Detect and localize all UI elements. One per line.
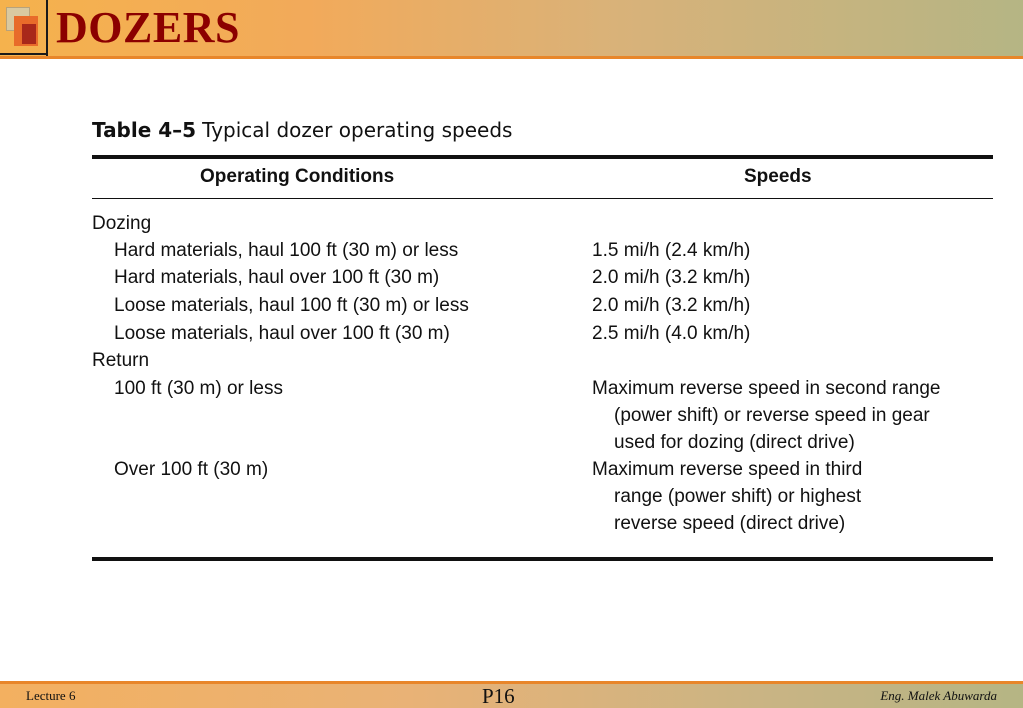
table-top-rule: [92, 155, 993, 159]
speed-cell-continued: used for dozing (direct drive): [614, 432, 855, 453]
condition-cell: 100 ft (30 m) or less: [114, 378, 283, 399]
slide-title: DOZERS: [56, 3, 240, 52]
speed-cell-continued: reverse speed (direct drive): [614, 513, 846, 534]
condition-cell: Over 100 ft (30 m): [114, 459, 269, 480]
footer-page-number: P16: [482, 684, 515, 708]
footer-lecture: Lecture 6: [26, 688, 76, 703]
speed-cell: Maximum reverse speed in third: [592, 459, 863, 480]
speed-cell: 2.0 mi/h (3.2 km/h): [592, 267, 751, 288]
condition-cell: Hard materials, haul 100 ft (30 m) or less: [114, 240, 459, 261]
title-divider: [0, 56, 1023, 59]
table-bottom-rule: [92, 557, 993, 561]
slide-logo-icon: [0, 0, 50, 56]
table-caption-text: Typical dozer operating speeds: [202, 118, 513, 142]
header-speeds: Speeds: [744, 166, 812, 187]
speed-cell: 2.5 mi/h (4.0 km/h): [592, 323, 751, 344]
table-number: Table 4–5: [92, 118, 197, 142]
speed-cell: 2.0 mi/h (3.2 km/h): [592, 295, 751, 316]
condition-cell: Loose materials, haul 100 ft (30 m) or less: [114, 295, 469, 316]
condition-cell: Hard materials, haul over 100 ft (30 m): [114, 267, 440, 288]
speed-cell: 1.5 mi/h (2.4 km/h): [592, 240, 751, 261]
group-label-dozing: Dozing: [92, 213, 152, 234]
speed-cell: Maximum reverse speed in second range: [592, 378, 941, 399]
header-operating-conditions: Operating Conditions: [200, 166, 395, 187]
speed-cell-continued: range (power shift) or highest: [614, 486, 862, 507]
condition-cell: Loose materials, haul over 100 ft (30 m): [114, 323, 450, 344]
speed-cell-continued: (power shift) or reverse speed in gear: [614, 405, 930, 426]
footer-author: Eng. Malek Abuwarda: [880, 688, 997, 703]
group-label-return: Return: [92, 350, 150, 371]
table-caption: [92, 118, 512, 142]
table-header-rule: [92, 198, 993, 199]
footer-bar: [0, 684, 1023, 708]
